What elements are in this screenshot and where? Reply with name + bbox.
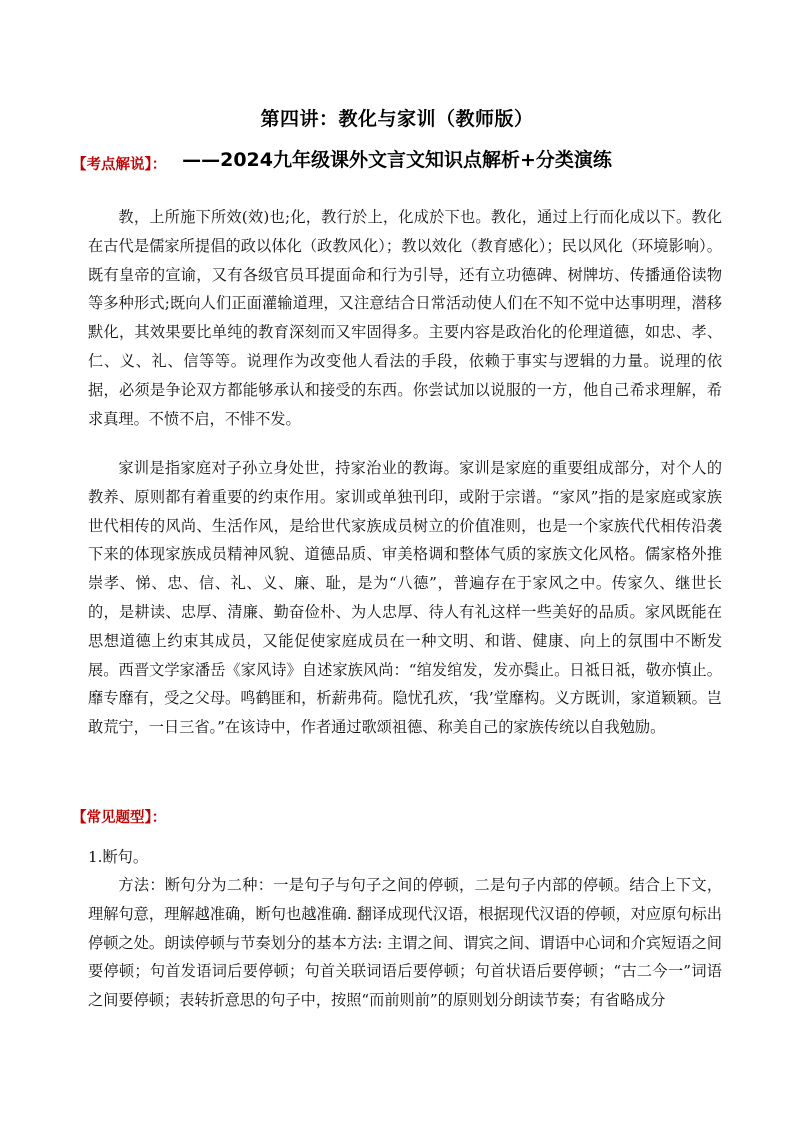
paragraph-jiaohua: 教，上所施下所效(效)也;化，教行於上，化成於下也。教化，通过上行而化成以下。教化在古代是儒家所提倡的政以体化（政教风化）；教以效化（教育感化）；民以风化（环境影响）。既有皇帝的宣谕，又有各级官员耳提面命和行为引导，还有立功德碑、树牌坊、传播通俗读物等多种形式;既向人们正面灌输道理，又注意结合日常活动使人们在不知不觉中达事明理，潜移默化，其效果要比单纯的教育深刻而又牢固得多。主要内容是政治化的伦理道德，如忠、孝、仁、义、礼、信等等。说理作为改变他人看法的手段，依赖于事实与逻辑的力量。说理的依据，必须是争论双方都能够承认和接受的东西。你尝试加以说服的一方，他自己希求理解，希求真理。不愤不启，不悱不发。 [88,208,722,428]
paragraph-jiaxun: 家训是指家庭对子孙立身处世，持家治业的教诲。家训是家庭的重要组成部分，对个人的教养、原则都有着重要的约束作用。家训或单独刊印，或附于宗谱。“家风”指的是家庭或家族世代相传的风尚、生活作风，是给世代家族成员树立的价值准则，也是一个家族代代相传沿袭下来的体现家族成员精神风貌、道德品质、审美格调和整体气质的家族文化风格。儒家格外推崇孝、悌、忠、信、礼、义、廉、耻，是为“八德”，普遍存在于家风之中。传家久、继世长的，是耕读、忠厚、清廉、勤奋俭朴、为人忠厚、待人有礼这样一些美好的品质。家风既能在思想道德上约束其成员，又能促使家庭成员在一种文明、和谐、健康、向上的氛围中不断发展。西晋文学家潘岳《家风诗》自述家族风尚：“绾发绾发，发亦鬓止。日祗日祗，敬亦慎止。靡专靡有，受之父母。鸣鹤匪和，析薪弗荷。隐忧孔疚，‘我’堂靡构。义方既训，家道颖颖。岂敢荒宁，一日三省。”在该诗中，作者通过歌颂祖德、称美自己的家族传统以自我勉励。 [88,459,722,737]
page-title: 第四讲：教化与家训（教师版） [260,108,534,130]
paragraph-method: 方法：断句分为二种：一是句子与句子之间的停顿，二是句子内部的停顿。结合上下文，理解句意，理解越准确，断句也越准确. 翻译成现代汉语，根据现代汉语的停顿，对应原句标出停顿之处。朗读停顿与节奏划分的基本方法: 主谓之间、谓宾之间、谓语中心词和介宾短语之间要停顿；句首发语词后要停顿；句首关联词语后要停顿；句首状语后要停顿；“古二今一”词语之间要停顿；表转折意思的句子中，按照“而前则前”的原则划分朗读节奏；有省略成分 [88,876,722,1010]
section-heading-kaodian: 【考点解说】： [72,157,167,173]
question-type-label: 1.断句。 [88,848,149,866]
page-subtitle: ——2024九年级课外文言文知识点解析+分类演练 [182,149,612,171]
section-heading-changjian: 【常见题型】： [72,810,167,826]
